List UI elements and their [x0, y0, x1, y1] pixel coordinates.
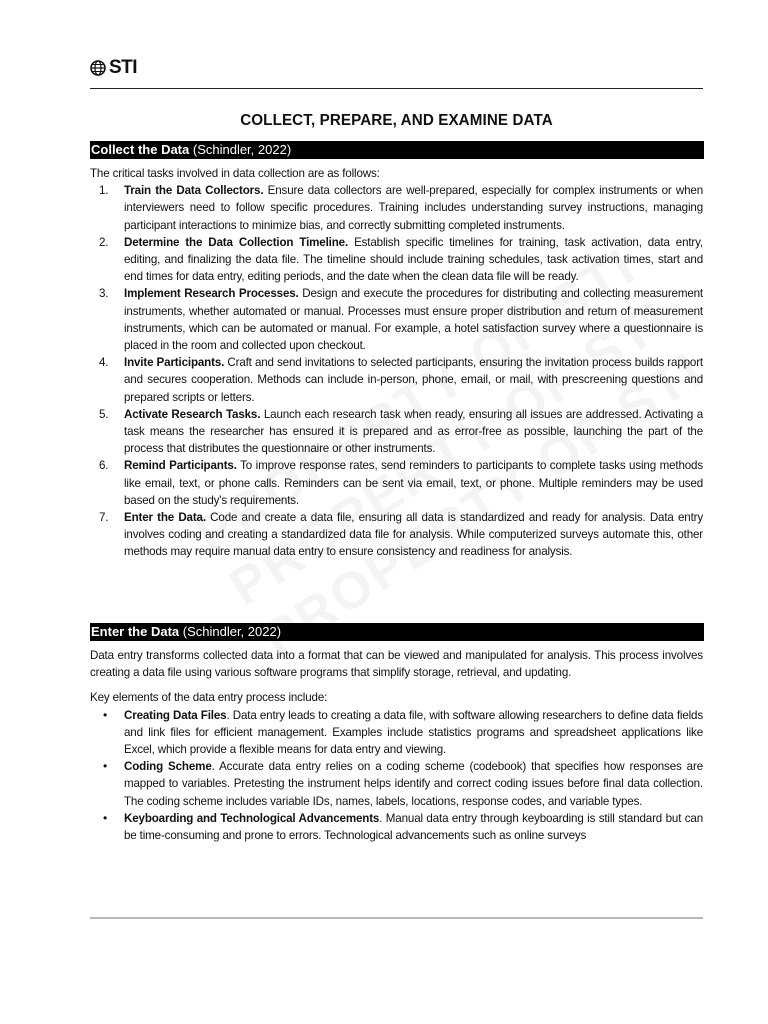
item-title: Keyboarding and Technological Advancements [124, 811, 380, 825]
header-divider [90, 88, 703, 89]
item-title: Determine the Data Collection Timeline. [124, 235, 349, 249]
key-elements-list [90, 707, 703, 845]
item-number: 2. [99, 235, 109, 249]
item-title: Implement Research Processes. [124, 287, 299, 301]
item-number: 5. [99, 407, 109, 421]
bullet-icon: • [103, 759, 108, 774]
enter-section-body [90, 647, 703, 844]
collect-task-list [90, 182, 703, 560]
list-item [90, 285, 703, 354]
item-title: Remind Participants. [124, 459, 237, 473]
item-text: . Data entry leads to creating a data file, with software allowing researchers to define data fields and link files for efficient management. Examples include statistics programs and spreadsheet applications like Excel, which provide a flexible means for data entry and viewing. [124, 708, 703, 757]
section-heading-text: Collect the Data [91, 142, 190, 157]
item-text: Establish specific timelines for training, task activation, data entry, editing, and finalizing the data file. The timeline should include training schedules, task activation times, start and end times for data entry, editing periods, and the date when the clean data file will be ready. [124, 235, 704, 284]
item-title: Activate Research Tasks. [124, 407, 261, 421]
collect-intro: The critical tasks involved in data collection are as follows: [90, 167, 380, 180]
item-text: Launch each research task when ready, ensuring all issues are addressed. Activating a task means the researcher has ensured it is prepared and as error-free as possible, launching the part of the process that distributes the questionnaire or other instruments. [124, 407, 703, 456]
section-citation: (Schindler, 2022) [189, 142, 292, 157]
item-number: 3. [99, 287, 109, 301]
item-number: 1. [99, 184, 109, 198]
item-title: Creating Data Files [124, 708, 227, 722]
list-item [90, 707, 703, 759]
list-item [90, 457, 703, 509]
section-heading-collect [90, 141, 704, 159]
item-number: 6. [99, 459, 109, 473]
section-heading-enter [90, 623, 704, 641]
page-title: COLLECT, PREPARE, AND EXAMINE DATA [240, 112, 553, 129]
section-heading-text: Enter the Data [91, 624, 180, 639]
item-title: Coding Scheme [124, 760, 212, 774]
item-text: To improve response rates, send reminders to participants to complete tasks using methods like email, text, or phone calls. Reminders can be sent via email, text, or phone. Multiple reminders may be used based on the study's requirements. [124, 459, 703, 507]
item-text: Ensure data collectors are well-prepared, especially for complex instruments or when interviewers need to follow specific procedures. Training includes understanding survey instructions, managing participant interactions to minimize bias, and correctly submitting completed instruments. [124, 184, 704, 232]
footer-divider [90, 917, 703, 919]
item-text: Craft and send invitations to selected participants, ensuring the invitation process builds rapport and secures cooperation. Methods can include in-person, phone, email, or mail, with prescreening questions and prepared scripts or letters. [124, 356, 703, 404]
item-title: Enter the Data. [124, 511, 206, 525]
item-text: . Accurate data entry relies on a coding scheme (codebook) that specifies how responses are mapped to variables. Pretesting the instrument helps identify and correct coding issues before final data collection. The coding scheme includes variable IDs, names, labels, locations, response codes, and variable types. [124, 760, 703, 808]
item-title: Train the Data Collectors. [124, 184, 264, 198]
bullet-icon: • [103, 707, 108, 722]
list-item [90, 406, 703, 458]
item-text: Design and execute the procedures for distributing and collecting measurement instruments, whether automated or manual. Processes must ensure proper distribution and return of measurement instruments, which can be automated or manual. For example, a hotel satisfaction survey where a questionnaire is placed in the room and collected upon checkout. [124, 287, 703, 353]
key-elements-intro: Key elements of the data entry process include: [90, 691, 328, 705]
collect-section-body [90, 165, 703, 561]
item-text: . Manual data entry through keyboarding is still standard but can be time-consuming and prone to errors. Technological advancements such as online surveys [124, 811, 703, 843]
list-item [90, 182, 703, 234]
sti-logo [90, 56, 137, 80]
list-item [90, 758, 703, 810]
list-item [90, 354, 703, 406]
enter-intro: Data entry transforms collected data into a format that can be viewed and manipulated for analysis. This process involves creating a data file using various software programs that simplify storage, retrieval, and updating. [90, 649, 703, 680]
bullet-icon: • [103, 810, 108, 825]
list-item [90, 234, 703, 286]
item-title: Invite Participants. [124, 356, 225, 370]
item-text: Code and create a data file, ensuring all data is standardized and ready for analysis. Data entry involves coding and creating a standardized data file for analysis. While computerized surveys automate this, other methods may require manual data entry to ensure consistency and readiness for analysis. [124, 511, 703, 559]
section-citation: (Schindler, 2022) [179, 624, 282, 639]
logo-text: STI [109, 57, 138, 78]
item-number: 4. [99, 356, 109, 370]
list-item [90, 509, 703, 561]
list-item [90, 810, 703, 844]
item-number: 7. [99, 511, 109, 525]
sti-globe-icon [90, 60, 106, 76]
